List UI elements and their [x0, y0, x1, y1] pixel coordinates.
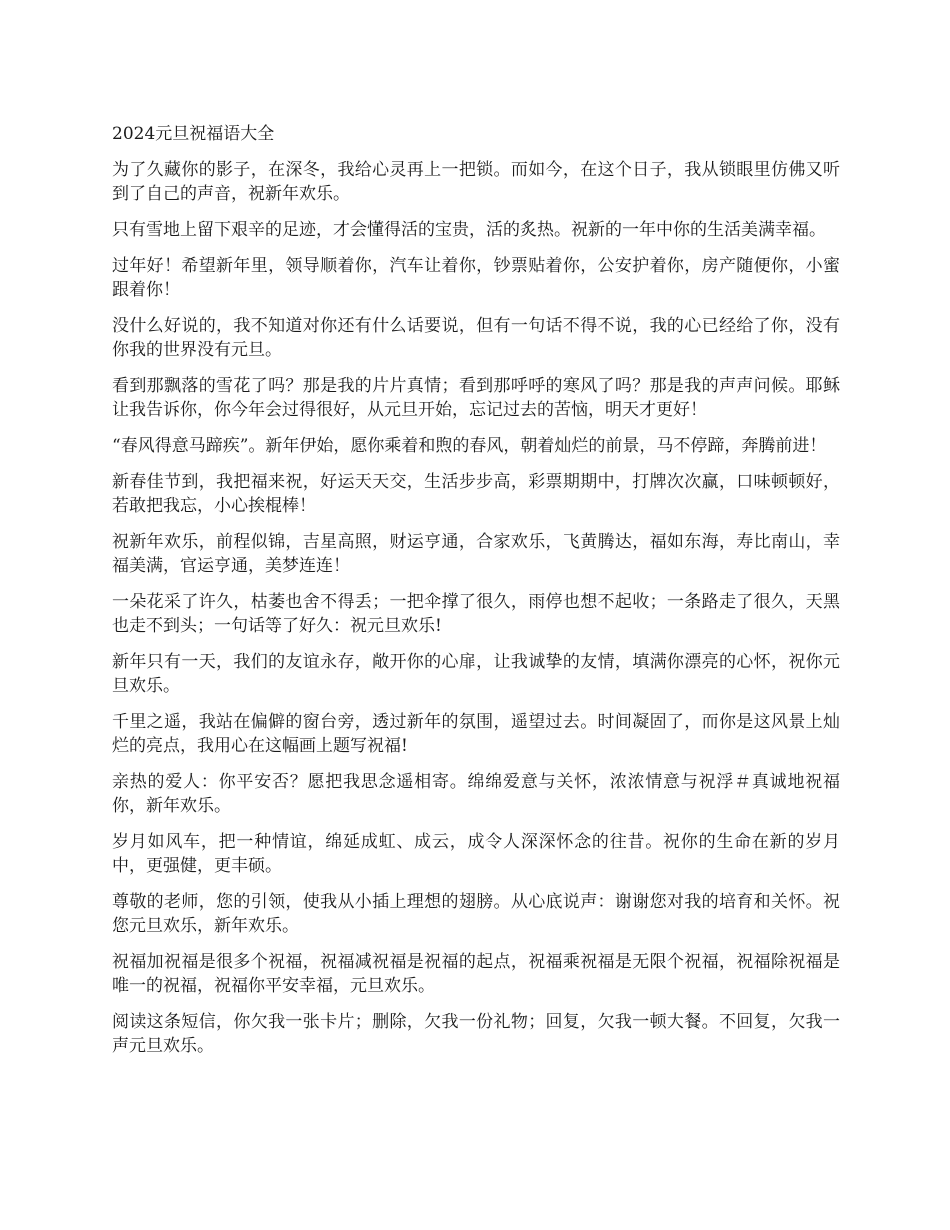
document-title: 2024元旦祝福语大全 [112, 124, 275, 144]
paragraph: 看到那飘落的雪花了吗？那是我的片片真情；看到那呼呼的寒风了吗？那是我的声声问候。耶稣让我告诉你，你今年会过得很好，从元旦开始，忘记过去的苦恼，明天才更好！ [112, 376, 840, 420]
paragraph: 为了久藏你的影子，在深冬，我给心灵再上一把锁。而如今，在这个日子，我从锁眼里仿佛又听到了自己的声音，祝新年欢乐。 [112, 160, 840, 204]
paragraph: 没什么好说的，我不知道对你还有什么话要说，但有一句话不得不说，我的心已经给了你，没有你我的世界没有元旦。 [112, 316, 840, 360]
paragraph: 祝福加祝福是很多个祝福，祝福减祝福是祝福的起点，祝福乘祝福是无限个祝福，祝福除祝福是唯一的祝福，祝福你平安幸福，元旦欢乐。 [112, 952, 840, 996]
paragraph: 过年好！希望新年里，领导顺着你，汽车让着你，钞票贴着你，公安护着你，房产随便你，小蜜跟着你！ [112, 256, 840, 300]
paragraph: 一朵花采了许久，枯萎也舍不得丢；一把伞撑了很久，雨停也想不起收；一条路走了很久，天黑也走不到头；一句话等了好久：祝元旦欢乐! [112, 592, 840, 636]
paragraph: 新年只有一天，我们的友谊永存，敞开你的心扉，让我诚挚的友情，填满你漂亮的心怀，祝你元旦欢乐。 [112, 652, 840, 696]
paragraph: 新春佳节到，我把福来祝，好运天天交，生活步步高，彩票期期中，打牌次次赢，口味顿顿好，若敢把我忘，小心挨棍棒！ [112, 472, 840, 516]
paragraph: 阅读这条短信，你欠我一张卡片；删除，欠我一份礼物；回复，欠我一顿大餐。不回复，欠我一声元旦欢乐。 [112, 1012, 840, 1056]
paragraph: 千里之遥，我站在偏僻的窗台旁，透过新年的氛围，遥望过去。时间凝固了，而你是这风景上灿烂的亮点，我用心在这幅画上题写祝福! [112, 712, 840, 756]
document-page [112, 122, 840, 1070]
paragraph: 只有雪地上留下艰辛的足迹，才会懂得活的宝贵，活的炙热。祝新的一年中你的生活美满幸福。 [112, 220, 826, 240]
paragraph: 岁月如风车，把一种情谊，绵延成虹、成云，成令人深深怀念的往昔。祝你的生命在新的岁月中，更强健，更丰硕。 [112, 832, 840, 876]
paragraph: “春风得意马蹄疾”。新年伊始，愿你乘着和煦的春风，朝着灿烂的前景，马不停蹄，奔腾前进！ [112, 436, 827, 456]
paragraph: 尊敬的老师，您的引领，使我从小插上理想的翅膀。从心底说声：谢谢您对我的培育和关怀。祝您元旦欢乐，新年欢乐。 [112, 892, 840, 936]
paragraph: 亲热的爱人：你平安否？愿把我思念遥相寄。绵绵爱意与关怀，浓浓情意与祝浮＃真诚地祝福你，新年欢乐。 [112, 772, 840, 816]
paragraph: 祝新年欢乐，前程似锦，吉星高照，财运亨通，合家欢乐，飞黄腾达，福如东海，寿比南山，幸福美满，官运亨通，美梦连连！ [112, 532, 840, 576]
